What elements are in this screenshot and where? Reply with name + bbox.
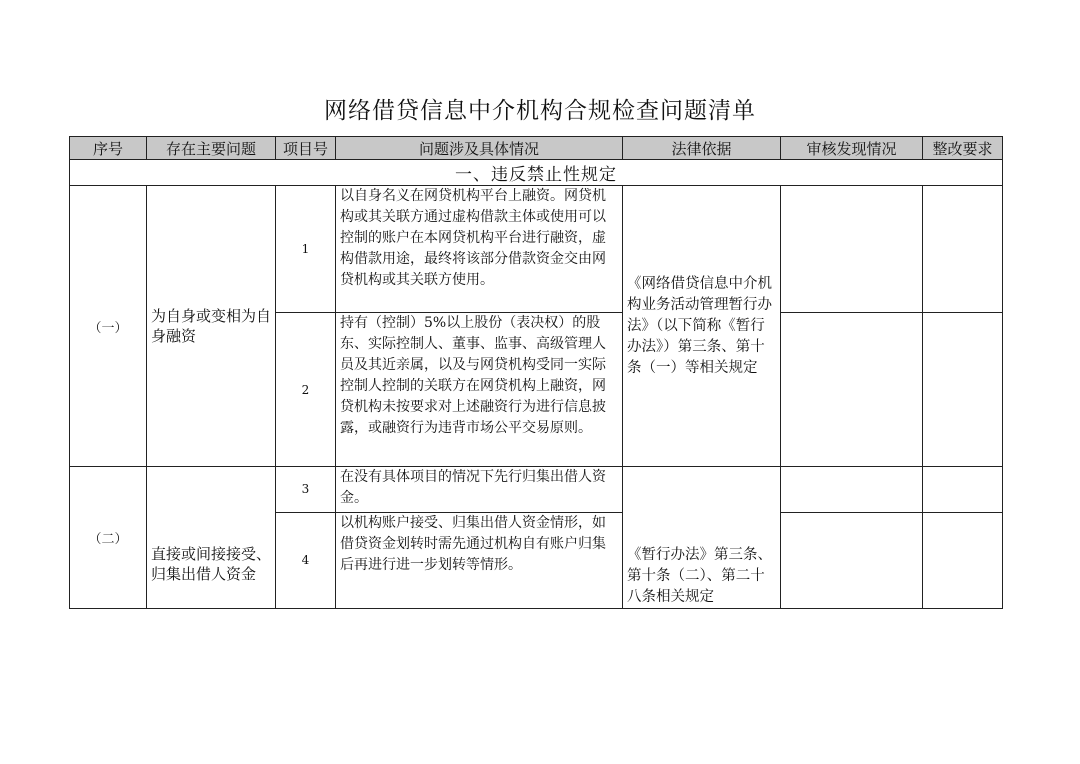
item-detail: 在没有具体项目的情况下先行归集出借人资金。 bbox=[336, 467, 623, 513]
header-audit-findings: 审核发现情况 bbox=[781, 137, 923, 160]
header-row bbox=[70, 137, 1003, 160]
compliance-checklist-table bbox=[69, 136, 1003, 609]
rectification-cell bbox=[923, 512, 1003, 608]
group-seq: （一） bbox=[70, 186, 147, 467]
header-main-issue: 存在主要问题 bbox=[147, 137, 276, 160]
item-detail: 持有（控制）5%以上股份（表决权）的股东、实际控制人、董事、监事、高级管理人员及其近亲属，以及与网贷机构受同一实际控制人控制的关联方在网贷机构上融资，网贷机构未按要求对上述融资行为进行信息披露，或融资行为违背市场公平交易原则。 bbox=[336, 313, 623, 467]
audit-findings-cell bbox=[781, 186, 923, 313]
item-detail: 以机构账户接受、归集出借人资金情形，如借贷资金划转时需先通过机构自有账户归集后再进行进一步划转等情形。 bbox=[336, 512, 623, 608]
legal-basis-text: 《暂行办法》第三条、第十条（二）、第二十八条相关规定 bbox=[627, 547, 772, 605]
audit-findings-cell bbox=[781, 512, 923, 608]
group-issue-text: 直接或间接接受、归集出借人资金 bbox=[151, 545, 272, 583]
item-detail: 以自身名义在网贷机构平台上融资。网贷机构或其关联方通过虚构借款主体或使用可以控制的账户在本网贷机构平台进行融资，虚构借款用途，最终将该部分借款资金交由网贷机构或其关联方使用。 bbox=[336, 186, 623, 313]
group-issue: 为自身或变相为自身融资 bbox=[147, 186, 276, 467]
rectification-cell bbox=[923, 313, 1003, 467]
group-issue bbox=[147, 467, 276, 609]
header-rectification: 整改要求 bbox=[923, 137, 1003, 160]
document-title: 网络借贷信息中介机构合规检查问题清单 bbox=[324, 98, 756, 124]
rectification-cell bbox=[923, 186, 1003, 313]
legal-basis: 《网络借贷信息中介机构业务活动管理暂行办法》（以下简称《暂行办法》）第三条、第十条（一）等相关规定 bbox=[623, 186, 781, 467]
item-number: 1 bbox=[276, 186, 336, 313]
header-item-no: 项目号 bbox=[276, 137, 336, 160]
group-seq: （二） bbox=[70, 467, 147, 609]
item-number: 2 bbox=[276, 313, 336, 467]
legal-basis bbox=[623, 467, 781, 609]
header-seq: 序号 bbox=[70, 137, 147, 160]
rectification-cell bbox=[923, 467, 1003, 513]
compliance-table-container bbox=[69, 136, 1002, 605]
section-title: 一、违反禁止性规定 bbox=[70, 160, 1003, 186]
header-legal-basis: 法律依据 bbox=[623, 137, 781, 160]
audit-findings-cell bbox=[781, 313, 923, 467]
audit-findings-cell bbox=[781, 467, 923, 513]
table-row bbox=[70, 467, 1003, 513]
item-number: 4 bbox=[276, 512, 336, 608]
item-number: 3 bbox=[276, 467, 336, 513]
section-row bbox=[70, 160, 1003, 186]
table-row bbox=[70, 186, 1003, 313]
header-details: 问题涉及具体情况 bbox=[336, 137, 623, 160]
